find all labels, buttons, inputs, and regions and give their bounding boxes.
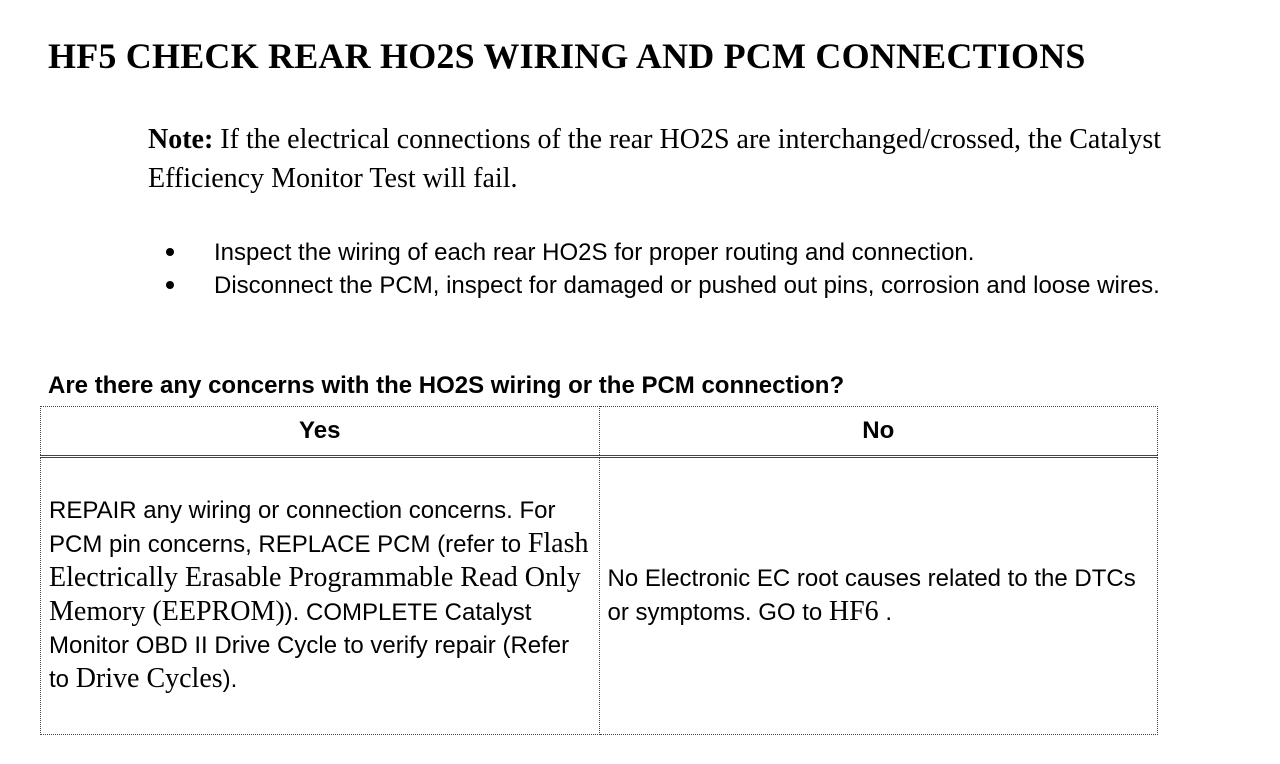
bullet-icon	[166, 281, 174, 289]
list-item-text: Disconnect the PCM, inspect for damaged or pushed out pins, corrosion and loose wires.	[214, 272, 1160, 299]
yes-action-cell	[41, 457, 600, 735]
note-text: If the electrical connections of the rear HO2S are interchanged/crossed, the Catalyst Efficiency Monitor Test will fail.	[148, 124, 1162, 194]
yes-action-text-end: ).	[222, 666, 238, 693]
table-header-row	[41, 407, 1158, 457]
no-action-text: No Electronic EC root causes related to the DTCs or symptoms. GO to	[607, 564, 1136, 626]
list-item	[164, 236, 1244, 269]
note-label: Note:	[148, 124, 214, 155]
table-row	[41, 457, 1158, 735]
no-action-text-end: .	[878, 598, 893, 626]
yes-action-text: REPAIR any wiring or connection concerns. For PCM pin concerns, REPLACE PCM (refer to	[49, 497, 556, 558]
drive-cycles-link[interactable]: Drive Cycles	[75, 663, 223, 694]
decision-table	[40, 406, 1158, 735]
no-action-cell	[599, 457, 1158, 735]
yes-header: Yes	[41, 407, 600, 457]
decision-question: Are there any concerns with the HO2S wiring or the PCM connection?	[48, 372, 845, 399]
page-title: HF5 CHECK REAR HO2S WIRING AND PCM CONNECTIONS	[48, 36, 1086, 76]
inspection-steps-list	[164, 236, 1244, 302]
no-header: No	[599, 407, 1158, 457]
list-item	[164, 269, 1244, 302]
list-item-text: Inspect the wiring of each rear HO2S for proper routing and connection.	[214, 239, 975, 266]
note-paragraph	[148, 120, 1258, 198]
bullet-icon	[166, 248, 174, 256]
hf6-link[interactable]: HF6	[828, 595, 879, 627]
yes-action-text-continued: ). COMPLETE Catalyst Monitor OBD II Drive Cycle to verify repair (Refer to	[49, 599, 570, 693]
eeprom-reference-link[interactable]: Flash Electrically Erasable Programmable Read Only Memory (EEPROM)	[49, 528, 589, 627]
